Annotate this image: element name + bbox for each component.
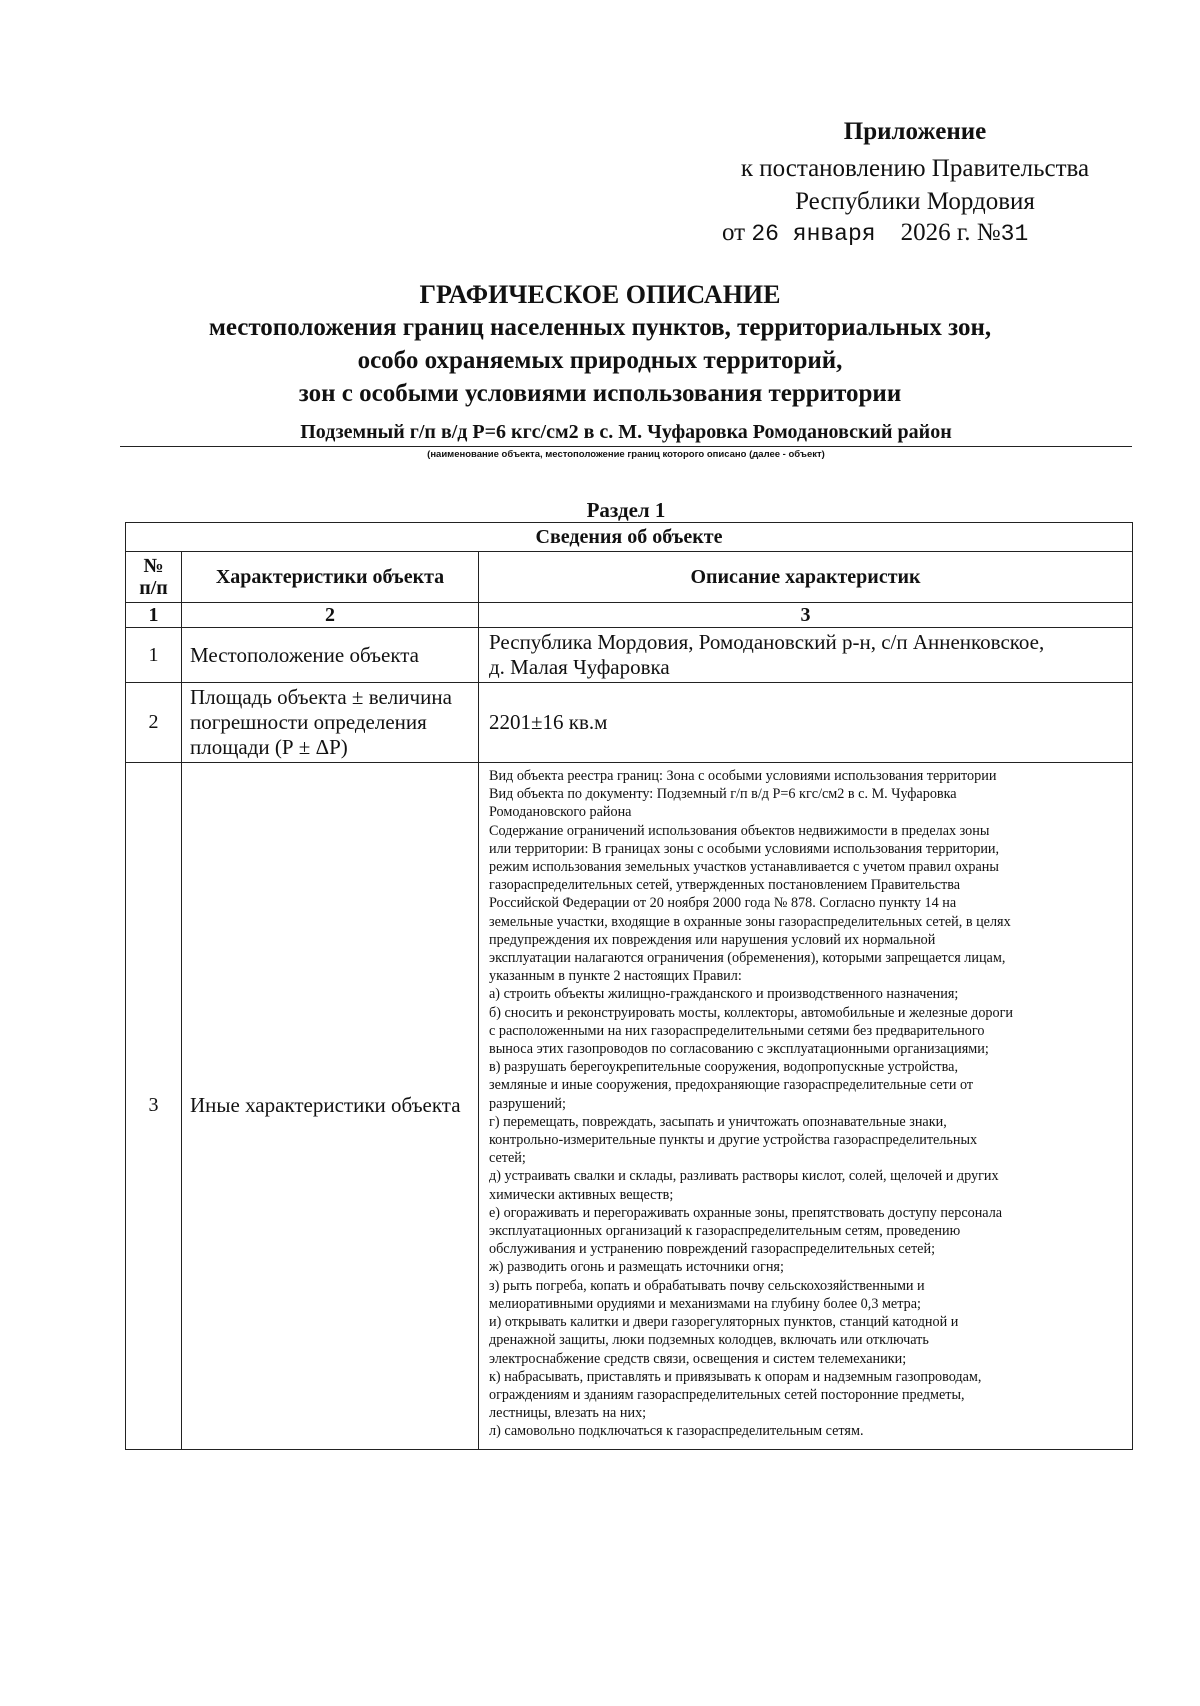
row-characteristic bbox=[182, 683, 479, 763]
date-year: 2026 г. № bbox=[900, 219, 1001, 246]
row-description bbox=[479, 763, 1133, 1450]
description-line: д. Малая Чуфаровка bbox=[489, 655, 670, 679]
row-num: 3 bbox=[126, 763, 182, 1450]
appendix-heading: Приложение bbox=[843, 118, 987, 145]
description-line: з) рыть погреба, копать и обрабатывать почву сельскохозяйственными и bbox=[489, 1277, 925, 1294]
description-line: и) открывать калитки и двери газорегуляторных пунктов, станций катодной и bbox=[489, 1314, 959, 1331]
description-line: газораспределительных сетей, утвержденных постановлением Правительства bbox=[489, 877, 961, 894]
description-line: ж) разводить огонь и размещать источники огня; bbox=[489, 1259, 784, 1276]
header-num-line-2: п/п bbox=[139, 577, 168, 599]
description-line: лестницы, влезать на них; bbox=[489, 1405, 647, 1422]
description-line: указанным в пункте 2 настоящих Правил: bbox=[489, 968, 742, 985]
object-caption: (наименование объекта, местоположение границ которого описано (далее - объект) bbox=[427, 449, 825, 460]
description-line: д) устраивать свалки и склады, разливать растворы кислот, солей, щелочей и других bbox=[489, 1168, 999, 1185]
description-line: с расположенными на них газораспределительными сетями без предварительного bbox=[489, 1022, 985, 1039]
object-name: Подземный г/п в/д Р=6 кгс/см2 в с. М. Чуфаровка Ромодановский район bbox=[300, 421, 952, 443]
description-line: Вид объекта реестра границ: Зона с особыми условиями использования территории bbox=[489, 768, 997, 784]
description-line: Российской Федерации от 20 ноября 2000 года № 878. Согласно пункту 14 на bbox=[489, 895, 957, 912]
col-number-3: 3 bbox=[479, 603, 1133, 628]
table-row bbox=[126, 683, 1133, 763]
description-line: в) разрушать берегоукрепительные сооружения, водопропускные устройства, bbox=[489, 1059, 958, 1076]
row-characteristic: Иные характеристики объекта bbox=[182, 763, 479, 1450]
description-line: предупреждения их повреждения или нарушения условий их нормальной bbox=[489, 931, 936, 948]
description-line: выноса этих газопроводов по согласованию с эксплуатационными организациями; bbox=[489, 1041, 989, 1058]
description-line: сетей; bbox=[489, 1150, 526, 1167]
description-line: разрушений; bbox=[489, 1095, 566, 1112]
title-line-2: особо охраняемых природных территорий, bbox=[357, 347, 843, 374]
row-description bbox=[479, 628, 1133, 683]
description-line: обслуживания и устранению повреждений газораспределительных сетей; bbox=[489, 1241, 936, 1258]
description-line: электроснабжение средств связи, освещения и систем телемеханики; bbox=[489, 1350, 907, 1367]
description-line: к) набрасывать, приставлять и привязывать к опорам и надземным газопроводам, bbox=[489, 1368, 982, 1385]
description-line: дренажной защиты, люки подземных колодцев, включать или отключать bbox=[489, 1332, 929, 1349]
row-description: 2201±16 кв.м bbox=[479, 683, 1133, 763]
table-row bbox=[126, 763, 1133, 1450]
title-main: ГРАФИЧЕСКОЕ ОПИСАНИЕ bbox=[419, 280, 781, 309]
col-number-1: 1 bbox=[126, 603, 182, 628]
description-line: эксплуатационных организаций к газораспределительным сетям, проведению bbox=[489, 1223, 961, 1240]
appendix-line-1: к постановлению Правительства bbox=[740, 155, 1090, 182]
row-characteristic: Местоположение объекта bbox=[182, 628, 479, 683]
header-characteristics: Характеристики объекта bbox=[182, 552, 479, 603]
date-prefix: от bbox=[722, 219, 746, 246]
description-line: г) перемещать, повреждать, засыпать и уничтожать опознавательные знаки, bbox=[489, 1113, 947, 1130]
characteristic-line: Площадь объекта ± величина bbox=[190, 685, 452, 709]
date-day-month: 26 января bbox=[751, 221, 876, 247]
section-title: Раздел 1 bbox=[586, 498, 666, 522]
object-underline bbox=[120, 446, 1132, 447]
header-num-line-1: № bbox=[143, 555, 164, 577]
table-row bbox=[126, 628, 1133, 683]
table-title: Сведения об объекте bbox=[126, 523, 1133, 552]
document-number: 31 bbox=[1000, 221, 1029, 247]
col-number-2: 2 bbox=[182, 603, 479, 628]
characteristic-line: погрешности определения bbox=[190, 710, 427, 734]
header-description: Описание характеристик bbox=[479, 552, 1133, 603]
description-line: мелиоративными орудиями и механизмами на глубину более 0,3 метра; bbox=[489, 1295, 921, 1312]
description-line: Вид объекта по документу: Подземный г/п в/д Р=6 кгс/см2 в с. М. Чуфаровка bbox=[489, 786, 957, 803]
row-num: 2 bbox=[126, 683, 182, 763]
description-line: или территории: В границах зоны с особыми условиями использования территории, bbox=[489, 840, 1000, 857]
title-line-1: местоположения границ населенных пунктов, территориальных зон, bbox=[208, 314, 992, 341]
description-line: ограждениям и зданиям газораспределительных сетей посторонние предметы, bbox=[489, 1386, 965, 1403]
description-line: Республика Мордовия, Ромодановский р-н, с/п Анненковское, bbox=[489, 630, 1045, 654]
description-line: б) сносить и реконструировать мосты, коллекторы, автомобильные и железные дороги bbox=[489, 1004, 1014, 1021]
description-line: е) огораживать и перегораживать охранные зоны, препятствовать доступу персонала bbox=[489, 1204, 1003, 1221]
description-line: режим использования земельных участков устанавливается с учетом правил охраны bbox=[489, 859, 999, 876]
object-info-table bbox=[125, 522, 1133, 1450]
characteristic-line: площади (Р ± ΔР) bbox=[190, 735, 348, 759]
appendix-date bbox=[722, 219, 1028, 247]
description-line: а) строить объекты жилищно-гражданского и производственного назначения; bbox=[489, 986, 959, 1003]
document-title bbox=[120, 278, 1080, 410]
description-line: контрольно-измерительные пункты и другие устройства газораспределительных bbox=[489, 1132, 978, 1149]
description-line: Ромодановского района bbox=[489, 804, 632, 821]
description-line: эксплуатации налагаются ограничения (обременения), которыми запрещается лицам, bbox=[489, 950, 1006, 967]
description-line: Содержание ограничений использования объектов недвижимости в пределах зоны bbox=[489, 822, 990, 839]
description-line: земельные участки, входящие в охранные зоны газораспределительных сетей, в целях bbox=[489, 913, 1011, 930]
title-line-3: зон с особыми условиями использования территории bbox=[298, 380, 902, 407]
description-line: л) самовольно подключаться к газораспределительным сетям. bbox=[489, 1423, 864, 1440]
row-num: 1 bbox=[126, 628, 182, 683]
description-line: земляные и иные сооружения, предохраняющие газораспределительные сети от bbox=[489, 1077, 974, 1094]
appendix-line-2: Республики Мордовия bbox=[795, 188, 1035, 215]
header-num bbox=[126, 552, 182, 603]
appendix-header bbox=[700, 118, 1130, 247]
description-line: химически активных веществ; bbox=[489, 1186, 674, 1203]
